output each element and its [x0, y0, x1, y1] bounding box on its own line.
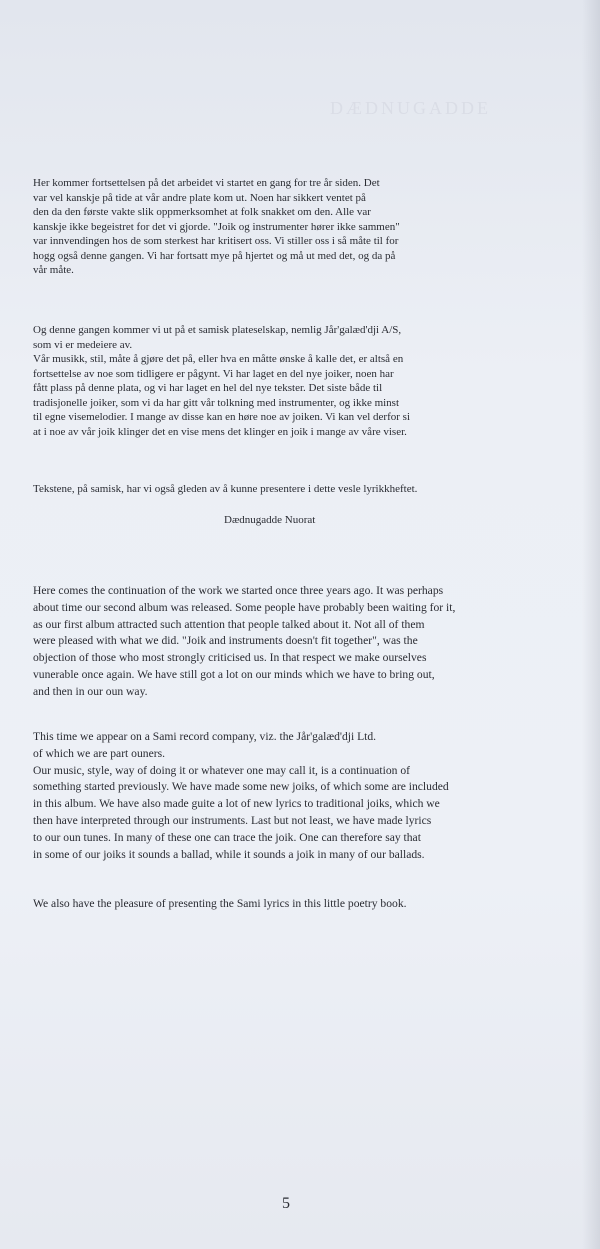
text-line: at i noe av vår joik klinger det en vise mens det klinger en joik i mange av våre viser. [33, 425, 407, 438]
text-line: as our first album attracted such attention that people talked about it. Not all of them [33, 617, 425, 631]
text-line: were pleased with what we did. "Joik and instruments doesn't fit together", was the [33, 634, 418, 648]
text-line: in some of our joiks it sounds a ballad, while it sounds a joik in many of our ballads. [33, 847, 425, 861]
text-line: til egne visemelodier. I mange av disse kan en høre noe av joiken. Vi kan vel derfor si [33, 411, 410, 423]
text-line: Og denne gangen kommer vi ut på et samisk plateselskap, nemlig Jår'galæd'dji A/S, [33, 324, 402, 336]
text-line: vår måte. [33, 264, 74, 276]
english-paragraph-3 [33, 896, 563, 913]
text-line: var innvendingen hos de som sterkest har kritisert oss. Vi stiller oss i så måte til for [33, 235, 399, 247]
text-line: Vår musikk, stil, måte å gjøre det på, eller hva en måtte ønske å kalle det, er altså en [33, 353, 404, 365]
norwegian-paragraph-3 [33, 482, 563, 497]
text-line: Her kommer fortsettelsen på det arbeidet vi startet en gang for tre år siden. Det [33, 177, 380, 189]
page-edge-shadow [582, 0, 600, 1249]
english-paragraph-2 [33, 729, 563, 863]
text-line: in this album. We have also made guite a lot of new lyrics to traditional joiks, which we [33, 797, 440, 811]
show-through-heading: DÆDNUGADDE [330, 98, 491, 118]
text-line: som vi er medeiere av. [33, 338, 133, 351]
text-line: to our oun tunes. In many of these one can trace the joik. One can therefore say that [33, 830, 421, 844]
text-line: kanskje ikke begeistret for det vi gjorde. "Joik og instrumenter hører ikke sammen" [33, 220, 400, 233]
text-line: and then in our oun way. [33, 684, 148, 698]
text-line: then have interpreted through our instruments. Last but not least, we have made lyrics [33, 813, 432, 827]
text-line: something started previously. We have made some new joiks, of which some are included [33, 780, 449, 794]
text-line: Here comes the continuation of the work we started once three years ago. It was perhaps [33, 584, 444, 597]
text-line: Our music, style, way of doing it or whatever one may call it, is a continuation of [33, 763, 411, 777]
text-line: Tekstene, på samisk, har vi også gleden av å kunne presentere i dette vesle lyrikkheftet. [33, 483, 418, 495]
text-line: den da den første vakte slik oppmerksomhet at folk snakket om den. Alle var [33, 206, 371, 218]
text-line: about time our second album was released. Some people have probably been waiting for it, [33, 600, 456, 614]
text-line: fortsettelse av noe som tidligere er pågynt. Vi har laget en del nye joiker, noen har [33, 367, 394, 380]
text-line: of which we are part ouners. [33, 746, 165, 760]
text-line: hogg også denne gangen. Vi har fortsatt mye på hjertet og må ut med det, og da på [33, 249, 396, 262]
text-line: fått plass på denne plata, og vi har laget en hel del nye tekster. Det siste både til [33, 382, 383, 394]
text-line: This time we appear on a Sami record company, viz. the Jår'galæd'dji Ltd. [33, 730, 377, 743]
norwegian-paragraph-2 [33, 323, 563, 439]
signature: Dædnugadde Nuorat [224, 514, 316, 526]
page-number: 5 [282, 1195, 290, 1212]
english-paragraph-1 [33, 583, 563, 701]
text-line: objection of those who most strongly criticised us. In that respect we make ourselves [33, 651, 427, 665]
text-line: tradisjonelle joiker, som vi da har gitt vår tolkning med instrumenter, og ikke minst [33, 396, 400, 409]
norwegian-paragraph-1 [33, 176, 563, 278]
text-line: We also have the pleasure of presenting the Sami lyrics in this little poetry book. [33, 897, 407, 910]
text-line: vunerable once again. We have still got a lot on our minds which we have to bring out, [33, 667, 435, 681]
text-line: var vel kanskje på tide at vår andre plate kom ut. Noen har sikkert ventet på [33, 191, 366, 204]
